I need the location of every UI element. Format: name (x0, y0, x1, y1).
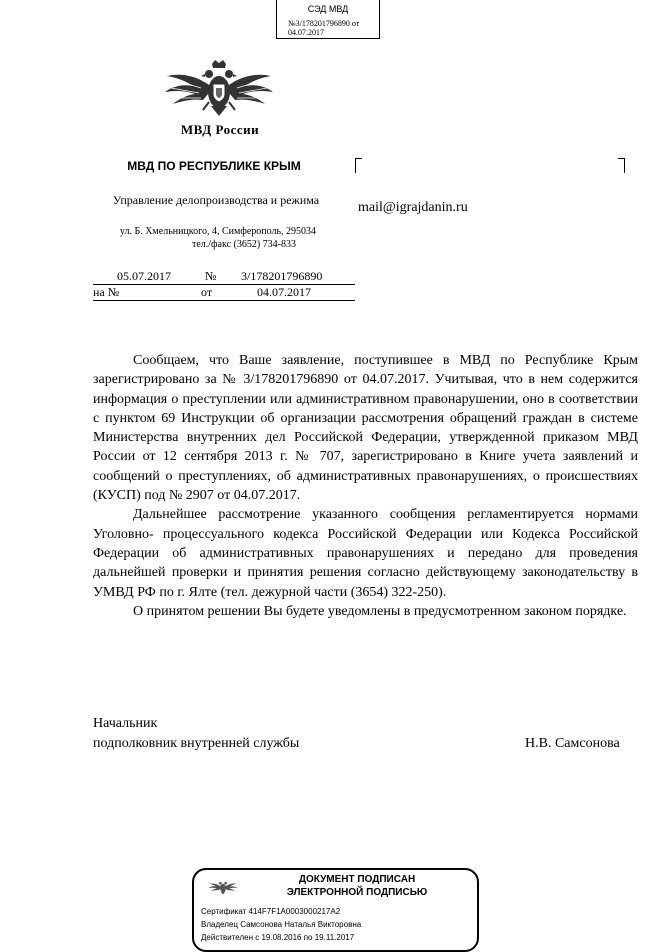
body-paragraph: О принятом решении Вы будете уведомлены в предусмотренном законом порядке. (133, 603, 627, 619)
signer-rank: подполковник внутренней службы (93, 736, 300, 751)
esig-owner: Владелец Самсонова Наталья Викторовна (201, 920, 362, 929)
reference-from-label: от (201, 285, 213, 299)
address-block (100, 225, 336, 251)
esig-header-2: ЭЛЕКТРОННОЙ ПОДПИСЬЮ (286, 887, 428, 898)
signer-name: Н.В. Самсонова (525, 736, 620, 751)
signer-position: Начальник (93, 716, 158, 731)
recipient-bracket-left (355, 158, 362, 173)
esig-validity: Действителен с 19.08.2016 по 19.11.2017 (201, 933, 355, 942)
phone-line: тел./факс (3652) 734-833 (191, 239, 297, 250)
recipient-bracket-right (618, 158, 625, 173)
letter-body (93, 351, 638, 621)
mvd-eagle-emblem-icon (163, 58, 275, 118)
stamp-title: СЭД МВД (307, 4, 349, 14)
reference-line (93, 285, 355, 301)
registration-number: 3/178201796890 (241, 269, 323, 283)
registration-no-sign: № (205, 269, 217, 283)
body-paragraph: Сообщаем, что Ваше заявление, поступившее в МВД по Республике Крым зарегистрировано за № 3/178201796890 от 04.07.2017. Учитывая, что в нем содержится информация о преступлении или административном правонарушении, оно в соответствии с пунктом 69 Инструкции об организации рассмотрения обращений граждан в системе Министерства внутренних дел Российской Федерации, утвержденной приказом МВД России от 12 сентября 2013 г. № 707, зарегистрировано в Книге учета заявлений и сообщений о преступлениях, об административных правонарушениях, о происшествиях (КУСП) под № 2907 от 04.07.2017. (93, 353, 638, 504)
registration-date: 05.07.2017 (117, 269, 171, 283)
registration-stamp (276, 0, 380, 39)
recipient-email: mail@igrajdanin.ru (358, 200, 468, 215)
esig-certificate: Сертификат 414F7F1A0003000217A2 (201, 907, 341, 916)
department-name: Управление делопроизводства и режима (112, 193, 320, 207)
electronic-signature-block (192, 868, 479, 952)
organization-name: МВД ПО РЕСПУБЛИКЕ КРЫМ (127, 159, 301, 173)
body-paragraph: Дальнейшее рассмотрение указанного сообщения регламентируется нормами Уголовно- процессуального кодекса Российской Федерации или Кодекса Российской Федерации об административных правонарушениях и передано для проведения дальнейшей проверки и принятия решения согласно действующему законодательству в УМВД РФ по г. Ялте (тел. дежурной части (3654) 322-250). (93, 507, 638, 600)
esig-eagle-icon (208, 874, 238, 900)
stamp-date: 04.07.2017 (288, 28, 324, 37)
registration-line (93, 269, 355, 285)
address-line: ул. Б. Хмельницкого, 4, Симферополь, 295034 (119, 226, 317, 237)
reference-date: 04.07.2017 (257, 285, 311, 299)
reference-label: на № (93, 285, 120, 299)
esig-header-1: ДОКУМЕНТ ПОДПИСАН (298, 874, 416, 885)
stamp-number: №3/178201796890 от (288, 19, 360, 28)
ministry-name: МВД России (180, 122, 260, 137)
